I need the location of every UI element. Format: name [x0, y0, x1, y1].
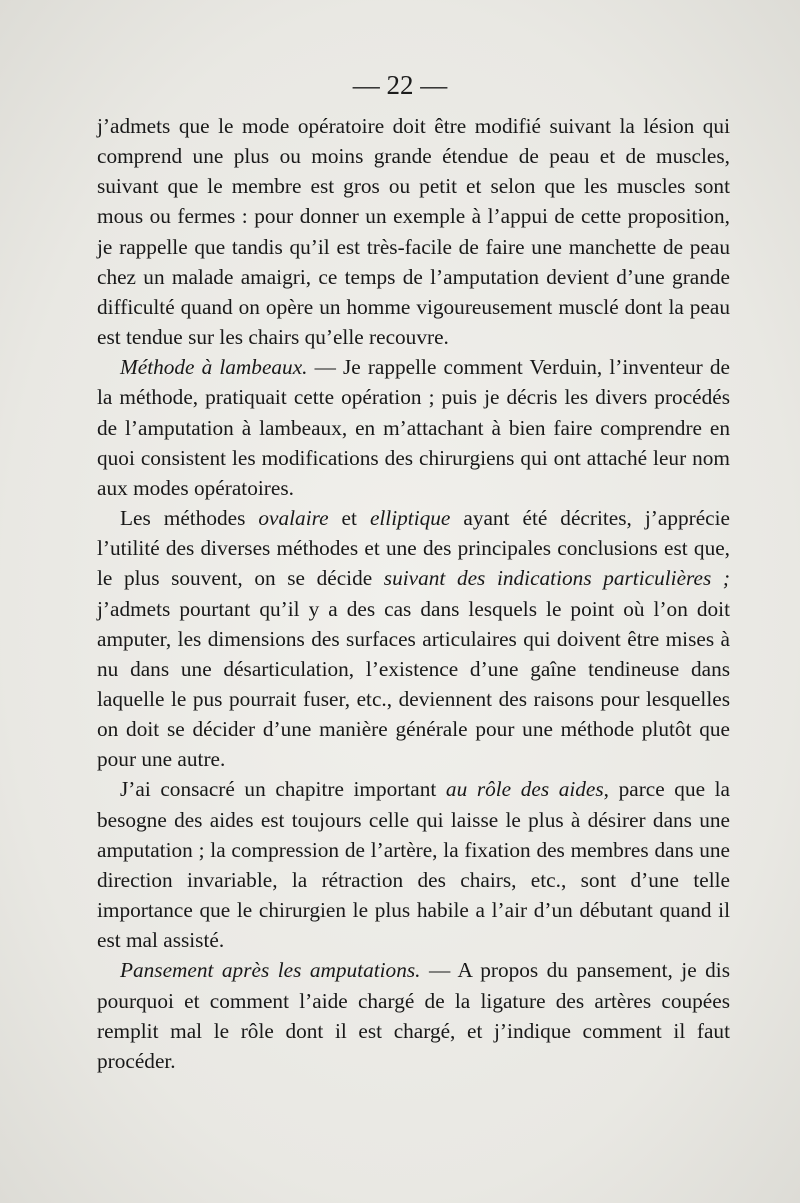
paragraph-1-text: j’admets que le mode opératoire doit être modifié suivant la lésion qui comprend une plus ou moins grande étendue de peau et de muscles, suivant que le membre est gros ou petit et selon que les muscles sont mous ou fermes : pour donner un exemple à l’appui de cette proposition, je rappelle que tandis qu’il est très-facile de faire une manchette de peau chez un malade amaigri, ce temps de l’amputation devient d’une grande difficulté quand on opère un homme vigoureusement musclé dont la peau est tendue sur les chairs qu’elle recouvre.: [97, 114, 730, 350]
paragraph-5-text: — A propos du pansement, je dis pourquoi et comment l’aide chargé de la ligature des artères coupées remplit mal le rôle dont il est chargé, et j’indique comment il faut procéder.: [97, 958, 730, 1073]
paragraph-role-des-aides: [97, 774, 730, 955]
paragraph-4-text-a: J’ai consacré un chapitre important: [120, 777, 446, 802]
emphasis-role-des-aides: au rôle des aides: [445, 777, 604, 802]
paragraph-1: [97, 111, 730, 352]
paragraph-methodes-ovalaire-elliptique: [97, 503, 730, 774]
page-number: — 22 —: [352, 70, 448, 100]
term-ovalaire: ovalaire: [258, 506, 329, 531]
paragraph-3-text-c: ayant été décrites, j’apprécie l’utilité des diverses méthodes et une des principales conclusions est que, le plus souvent, on se décide: [97, 506, 730, 591]
section-heading-methode-lambeaux: Méthode à lambeaux.: [120, 355, 308, 380]
emphasis-indications: suivant des indications particulières ;: [383, 566, 730, 591]
paragraph-3-text-b: et: [328, 506, 370, 531]
paragraph-methode-lambeaux: [97, 352, 730, 503]
paragraph-3-text-d: j’admets pourtant qu’il y a des cas dans lesquels le point où l’on doit amputer, les dimensions des surfaces articulaires qui doivent être mises à nu dans une désarticulation, l’existence d’une gaîne tendineuse dans laquelle le pus pourrait fuser, etc., deviennent des raisons pour lesquelles on doit se décider d’une manière générale pour une méthode plutôt que pour une autre.: [97, 596, 730, 772]
term-elliptique: elliptique: [369, 506, 451, 531]
section-heading-pansement: Pansement après les amputations.: [120, 958, 421, 983]
paragraph-2-text: — Je rappelle comment Verduin, l’inventeur de la méthode, pratiquait cette opération ; puis je décris les divers procédés de l’amputation à lambeaux, en m’attachant à bien faire comprendre en quoi consistent les modifications des chirurgiens qui ont attaché leur nom aux modes opératoires.: [97, 355, 730, 500]
body-text: [97, 111, 730, 1076]
paragraph-3-text-a: Les méthodes: [120, 506, 259, 531]
paragraph-4-text-b: , parce que la besogne des aides est toujours celle qui laisse le plus à désirer dans une amputation ; la compression de l’artère, la fixation des membres dans une direction invariable, la rétraction des chairs, etc., sont d’une telle importance que le chirurgien le plus habile a l’air d’un débutant quand il est mal assisté.: [97, 777, 731, 953]
paragraph-pansement: [97, 955, 730, 1076]
